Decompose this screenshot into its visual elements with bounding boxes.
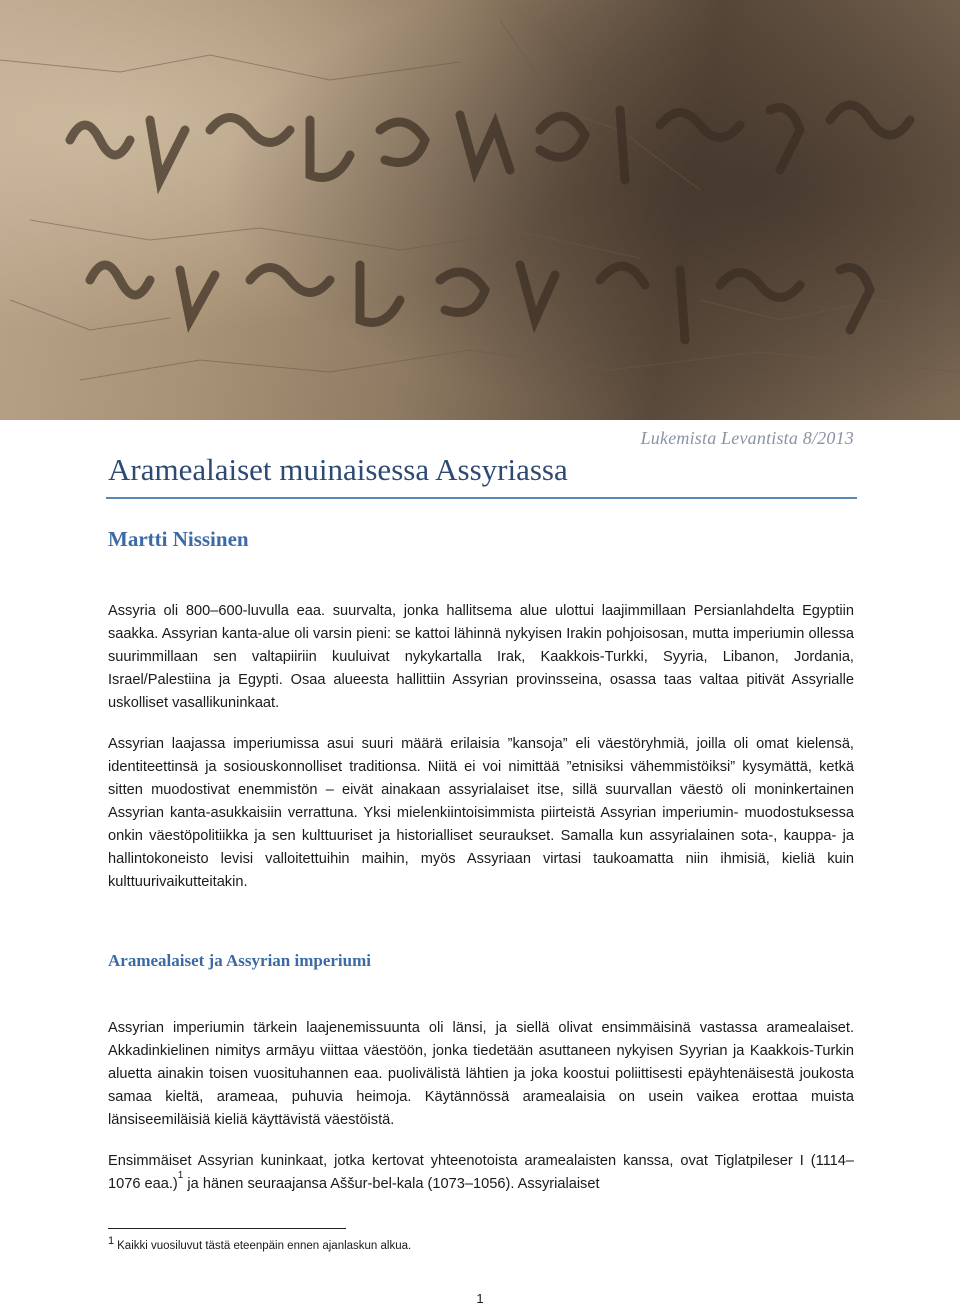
- section-heading: Aramealaiset ja Assyrian imperiumi: [108, 951, 371, 970]
- body-paragraph-2: Assyrian laajassa imperiumissa asui suuri määrä erilaisia ”kansoja” eli väestöryhmiä, joilla oli omat kielensä, identiteettinsä ja sosiouskonnolliset traditionsa. Niitä ei voi nimittää ”etnisiksi vähemmistöiksi” kysymättä, ketkä sitten muodostivat enemmistön – eivät ainakaan assyrialaiset itse, sillä suurvallan väestö oli moninkertainen Assyrian kanta-asukkaisiin verrattuna. Yksi mielenkiintoisimmista piirteistä Assyrian imperiumin- muodostuksessa onkin väestöpolitiikka ja sen kulttuuriset ja historialliset seuraukset. Samalla kun assyrialainen sota-, kauppa- ja hallintokoneisto levisi valloitettuihin maihin, myös Assyriaan virtasi taukoamatta niin ihmisiä, kieliä kuin kulttuurivaikutteitakin.: [108, 736, 854, 890]
- author-name: Martti Nissinen: [108, 527, 249, 551]
- footnote-text: Kaikki vuosiluvut tästä eteenpäin ennen ajanlaskun alkua.: [117, 1240, 412, 1252]
- inscription-stone-image: [0, 0, 960, 420]
- paragraph-4-text-end: ja hänen seuraajansa Aššur-bel-kala (1073–1056). Assyrialaiset: [183, 1176, 600, 1192]
- page-number: 1: [476, 1291, 484, 1306]
- document-title: Aramealaiset muinaisessa Assyriassa: [108, 452, 568, 487]
- footnote-mark: 1: [108, 1235, 115, 1247]
- footnote: [108, 1235, 412, 1252]
- paragraph-4-text-start: Ensimmäiset Assyrian kuninkaat, jotka kertovat yhteenotoista aramealaisten kanssa, ovat Tiglatpileser I (1114–1076 eaa.): [108, 1153, 854, 1192]
- body-paragraph-1: Assyria oli 800–600-luvulla eaa. suurvalta, jonka hallitsema alue ulottui laajimmillaan Persianlahdelta Egyptiin saakka. Assyrian kanta-alue oli varsin pieni: se kattoi lähinnä nykyisen Irakin pohjoisosan, mutta imperiumin ollessa suurimmillaan sen valtapiiriin kuuluivat nykykartalla Irak, Kaakkois-Turkki, Syyria, Libanon, Jordania, Israel/Palestiina ja Egypti. Osaa alueesta hallittiin Assyrian provinsseina, osassa taas valtaa pitivät Assyrialle uskolliset vasallikuninkaat.: [108, 603, 854, 711]
- footnote-reference[interactable]: 1: [177, 1170, 184, 1182]
- footnote-divider: [108, 1228, 346, 1229]
- body-paragraph-4: [108, 1150, 854, 1196]
- body-paragraph-3: Assyrian imperiumin tärkein laajenemissuunta oli länsi, ja siellä olivat ensimmäisinä vastassa aramealaiset. Akkadinkielinen nimitys armāyu viittaa väestöön, jonka tiedetään asuttaneen nykyisen Syyrian ja Kaakkois-Turkin aluetta ainakin toisen vuosituhannen eaa. puolivälistä lähtien ja joka koostui poliittisesti epäyhtenäisestä joukosta samaa kieltä, arameaa, puhuvia heimoja. Käytännössä aramealaisia on usein vaikea erottaa muista länsiseemiläisiä kieliä käyttävistä väestöistä.: [108, 1020, 854, 1128]
- series-label: Lukemista Levantista 8/2013: [640, 428, 854, 448]
- header-photo-aramaic-inscription: [0, 0, 960, 420]
- title-divider: [106, 497, 857, 499]
